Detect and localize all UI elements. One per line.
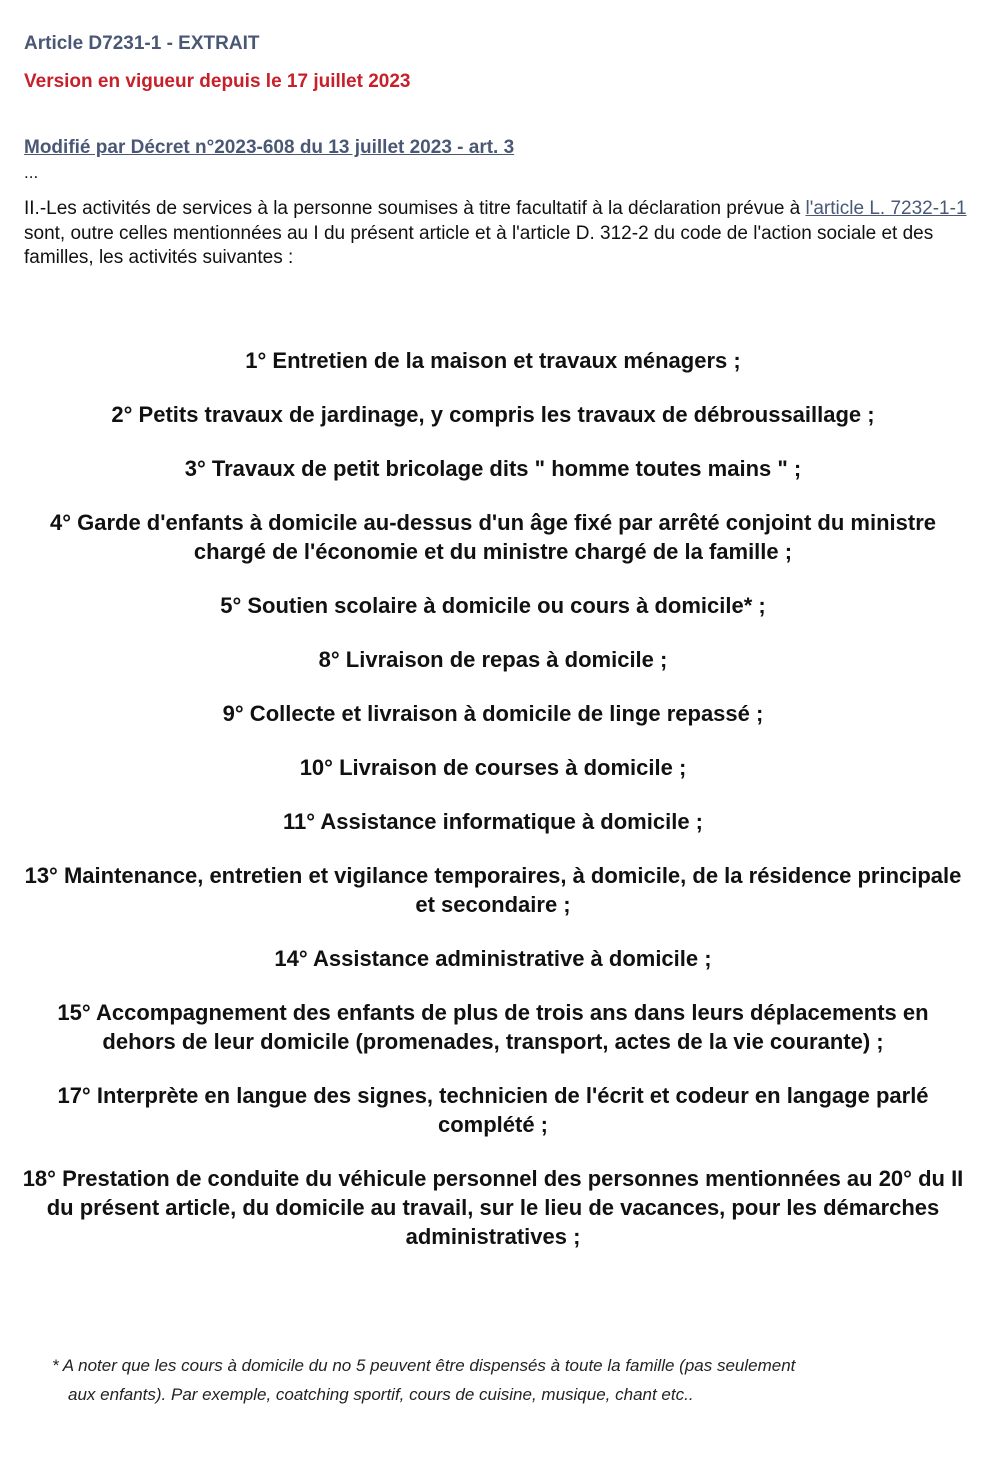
activity-item: 9° Collecte et livraison à domicile de linge repassé ; — [222, 701, 764, 726]
activity-item: 4° Garde d'enfants à domicile au-dessus d'un âge fixé par arrêté conjoint du ministre chargé de l'économie et du ministre chargé de la famille ; — [49, 510, 937, 564]
activity-item: 5° Soutien scolaire à domicile ou cours à domicile* ; — [220, 593, 766, 618]
activity-item: 11° Assistance informatique à domicile ; — [282, 809, 703, 834]
article-link[interactable]: l'article L. 7232-1-1 — [805, 198, 967, 219]
activity-item: 10° Livraison de courses à domicile ; — [299, 755, 687, 780]
activity-item: 18° Prestation de conduite du véhicule personnel des personnes mentionnées au 20° du II du présent article, du domicile au travail, sur le lieu de vacances, pour les démarches administratives ; — [22, 1166, 964, 1249]
activity-item: 2° Petits travaux de jardinage, y compris les travaux de débroussaillage ; — [111, 402, 875, 427]
activity-item: 1° Entretien de la maison et travaux ménagers ; — [245, 348, 741, 373]
intro-text-before: II.-Les activités de services à la personne soumises à titre facultatif à la déclaration prévue à — [24, 198, 806, 219]
ellipsis: ... — [24, 163, 39, 182]
article-title: Article D7231-1 - EXTRAIT — [24, 33, 260, 54]
activity-item: 15° Accompagnement des enfants de plus de trois ans dans leurs déplacements en dehors de leur domicile (promenades, transport, actes de la vie courante) ; — [57, 1000, 929, 1054]
modified-by-link[interactable]: Modifié par Décret n°2023-608 du 13 juillet 2023 - art. 3 — [24, 137, 515, 158]
footnote-line-2: aux enfants). Par exemple, coatching sportif, cours de cuisine, musique, chant etc.. — [68, 1385, 694, 1404]
activity-list — [0, 346, 986, 1276]
activity-item: 17° Interprète en langue des signes, technicien de l'écrit et codeur en langage parlé complété ; — [57, 1083, 929, 1137]
footnote-line-1: * A noter que les cours à domicile du no 5 peuvent être dispensés à toute la famille (pas seulement — [52, 1356, 796, 1375]
intro-text-after: sont, outre celles mentionnées au I du présent article et à l'article D. 312-2 du code de l'action sociale et des familles, les activités suivantes : — [24, 222, 934, 268]
activity-item: 8° Livraison de repas à domicile ; — [318, 647, 668, 672]
footnote — [52, 1351, 952, 1409]
activity-item: 3° Travaux de petit bricolage dits " homme toutes mains " ; — [184, 456, 802, 481]
intro-paragraph — [24, 197, 969, 271]
version-notice: Version en vigueur depuis le 17 juillet 2023 — [24, 71, 411, 92]
activity-item: 13° Maintenance, entretien et vigilance temporaires, à domicile, de la résidence principale et secondaire ; — [24, 863, 962, 917]
activity-item: 14° Assistance administrative à domicile ; — [274, 946, 712, 971]
